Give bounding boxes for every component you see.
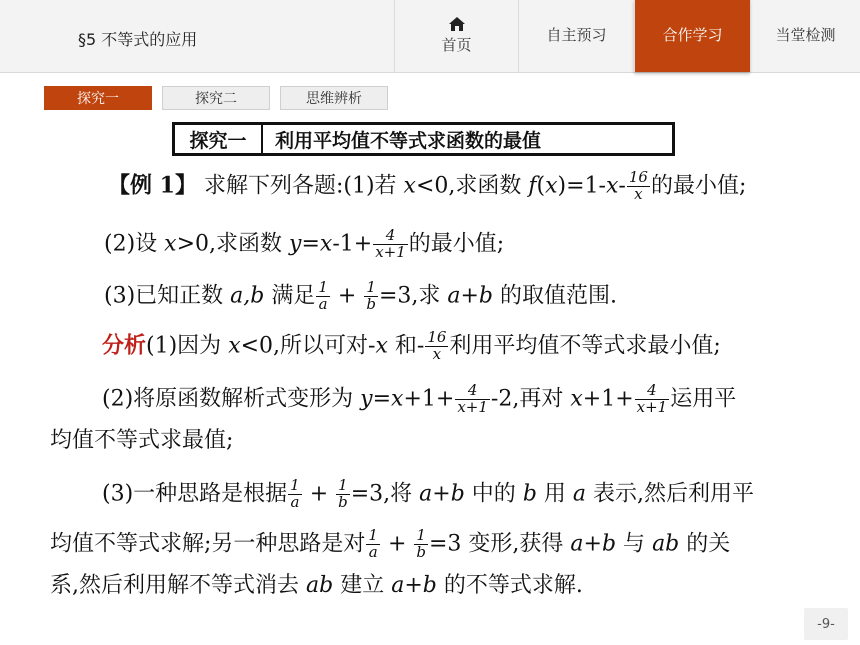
text: 建立 <box>333 573 392 598</box>
nav-self-study-button[interactable]: 自主预习 <box>518 0 634 72</box>
var: x <box>403 173 416 199</box>
var: x <box>164 231 177 257</box>
denominator: x+1 <box>375 242 406 261</box>
var: a,b <box>230 283 265 309</box>
fraction <box>425 330 448 363</box>
text: 的取值范围. <box>493 283 618 309</box>
text: <0,求函数 <box>415 173 529 199</box>
topic-heading-label: 探究一 <box>175 125 263 153</box>
var: x <box>319 231 333 257</box>
text: - <box>618 173 626 199</box>
example-line-2 <box>104 228 504 261</box>
fraction <box>373 228 408 261</box>
fraction <box>316 280 330 313</box>
numerator: 1 <box>368 526 378 544</box>
analysis-tag: 分析 <box>102 332 147 359</box>
fraction <box>635 383 670 416</box>
text: 的关 <box>679 531 731 557</box>
text: 的最小值; <box>650 173 747 199</box>
var: y <box>289 231 302 257</box>
text: 利用平均值不等式求最小值; <box>449 333 721 359</box>
text: 运用平 <box>670 386 737 412</box>
text: (1)因为 <box>146 333 229 359</box>
text: = <box>301 231 320 257</box>
text: 的不等式求解. <box>436 573 583 598</box>
page-number: -9- <box>804 608 848 640</box>
text: ( <box>536 173 546 199</box>
text: >0,求函数 <box>176 231 290 257</box>
var: x <box>391 386 404 412</box>
numerator: 4 <box>455 383 490 400</box>
text: )=1- <box>557 173 606 199</box>
var: b <box>522 481 537 507</box>
text: + <box>302 481 336 507</box>
fraction <box>336 478 350 511</box>
denominator: b <box>338 492 348 511</box>
text: +1+ <box>582 386 634 412</box>
analysis-line-2 <box>102 383 736 416</box>
denominator: x <box>432 344 442 363</box>
var: x <box>545 173 558 199</box>
text: + <box>330 283 364 309</box>
topic-heading <box>172 122 675 156</box>
nav-home-button[interactable] <box>394 0 518 72</box>
text: +1+ <box>403 386 455 412</box>
section-title: §5 不等式的应用 <box>78 30 198 49</box>
tab-thinking-analysis[interactable]: 思维辨析 <box>280 86 388 110</box>
numerator: 4 <box>635 383 670 400</box>
numerator: 16 <box>628 168 648 186</box>
var: ab <box>652 531 680 557</box>
analysis-line-4 <box>102 478 754 511</box>
home-icon <box>449 17 465 31</box>
var: x <box>570 386 583 412</box>
text: + <box>380 531 414 557</box>
example-line-1 <box>108 170 746 203</box>
var: a <box>572 481 587 507</box>
analysis-line-5 <box>50 528 730 561</box>
text: =3 变形,获得 <box>429 531 571 557</box>
top-navigation-bar <box>0 0 860 73</box>
text: 中的 <box>464 481 523 507</box>
text: 系,然后利用解不等式消去 <box>50 573 306 598</box>
text: -2,再对 <box>490 386 571 412</box>
tab-explore-2[interactable]: 探究二 <box>162 86 270 110</box>
text: = <box>372 386 392 412</box>
fraction <box>455 383 490 416</box>
numerator: 1 <box>290 476 300 494</box>
text: <0,所以可对- <box>240 333 376 359</box>
denominator: b <box>416 542 426 561</box>
text: (3)已知正数 <box>104 283 231 309</box>
fraction <box>627 170 650 203</box>
text: =3,求 <box>378 283 448 309</box>
tab-explore-1[interactable]: 探究一 <box>44 86 152 110</box>
fraction <box>414 528 428 561</box>
text: 和- <box>387 333 425 359</box>
numerator: 16 <box>427 328 447 346</box>
denominator: b <box>366 294 376 313</box>
text: 的最小值; <box>408 231 505 257</box>
numerator: 1 <box>364 280 378 297</box>
text: -1+ <box>332 231 373 257</box>
var: a+b <box>570 531 617 557</box>
example-tag: 【例 1】 <box>108 172 197 199</box>
text: 与 <box>616 531 653 557</box>
var: f <box>528 173 537 199</box>
nav-cooperative-button[interactable]: 合作学习 <box>634 0 750 72</box>
denominator: a <box>318 294 328 313</box>
text: =3,将 <box>350 481 420 507</box>
analysis-line-3: 均值不等式求最值; <box>50 428 234 453</box>
text: (3)一种思路是根据 <box>102 481 288 507</box>
numerator: 1 <box>318 278 328 296</box>
text: (2)将原函数解析式变形为 <box>102 386 361 412</box>
text: 均值不等式求解;另一种思路是对 <box>50 531 366 557</box>
denominator: x <box>634 184 643 203</box>
var: a+b <box>419 481 465 507</box>
var: y <box>360 386 373 412</box>
text: 求解下列各题:(1)若 <box>196 173 404 199</box>
example-line-3 <box>104 280 617 313</box>
fraction <box>288 478 302 511</box>
analysis-line-6 <box>50 575 583 597</box>
var: ab <box>306 573 334 598</box>
analysis-line-1 <box>102 330 721 363</box>
text: 满足 <box>264 283 316 309</box>
denominator: a <box>368 542 378 561</box>
text: 用 <box>536 481 573 507</box>
var: a+b <box>447 283 494 309</box>
numerator: 1 <box>336 478 350 495</box>
denominator: x+1 <box>457 397 488 416</box>
var: x <box>606 173 619 199</box>
var: x <box>228 333 241 359</box>
denominator: x+1 <box>636 397 668 416</box>
numerator: 1 <box>414 528 428 545</box>
nav-class-check-button[interactable]: 当堂检测 <box>750 0 860 72</box>
text: (2)设 <box>104 231 165 257</box>
fraction <box>364 280 378 313</box>
text: 表示,然后利用平 <box>586 481 755 507</box>
var: x <box>375 333 388 359</box>
denominator: a <box>290 492 300 511</box>
nav-home-label: 首页 <box>441 36 472 54</box>
fraction <box>366 528 380 561</box>
topic-heading-text: 利用平均值不等式求函数的最值 <box>275 129 542 152</box>
numerator: 4 <box>373 228 408 245</box>
var: a+b <box>391 573 437 598</box>
